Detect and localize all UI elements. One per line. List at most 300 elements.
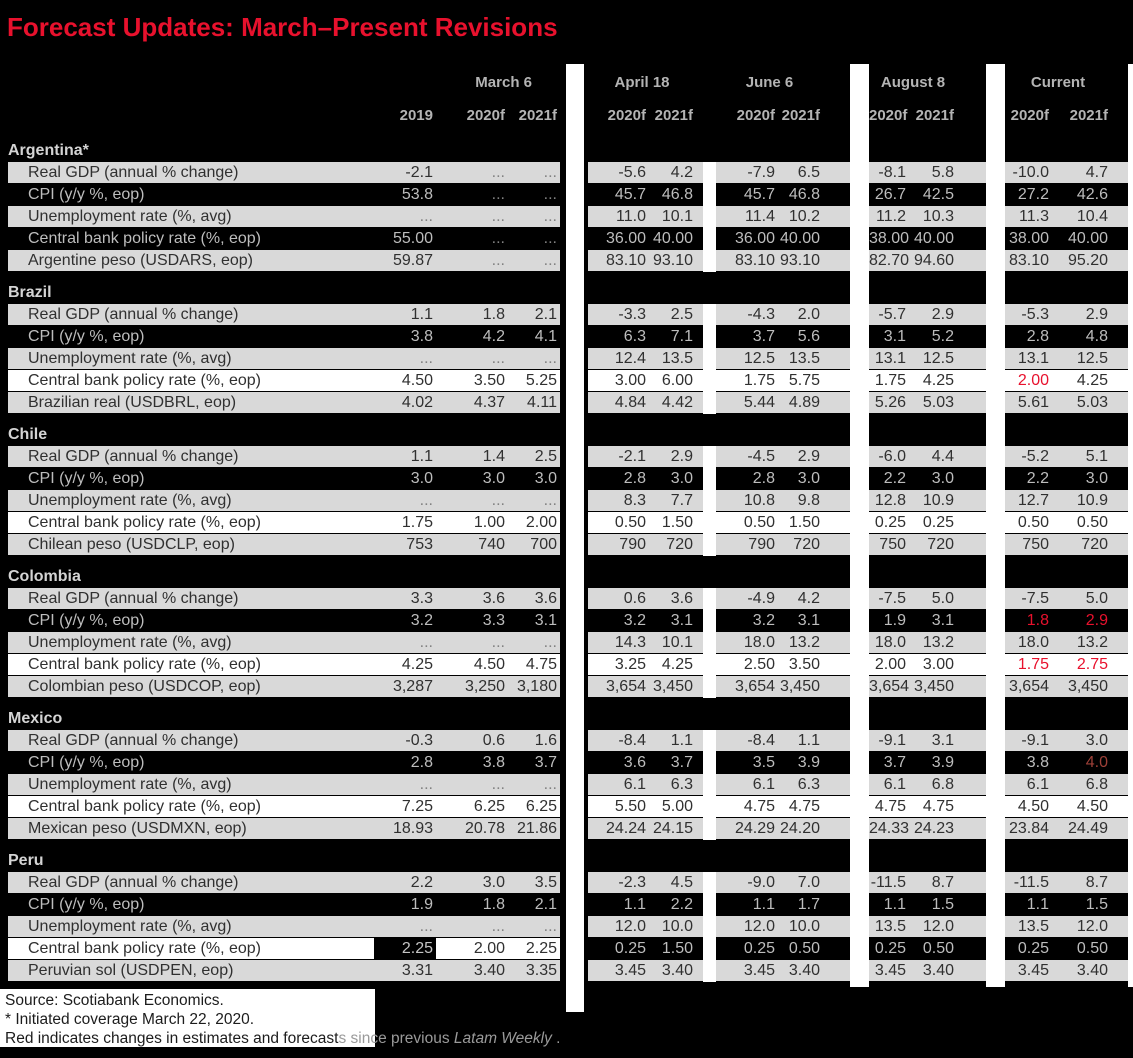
table-row xyxy=(8,872,1128,893)
row-span-august xyxy=(869,490,986,511)
red-legend-note xyxy=(0,1029,1133,1048)
value-cell: 8.7 xyxy=(1085,874,1108,891)
column-gap xyxy=(850,796,869,817)
row-span-april xyxy=(588,250,703,271)
value-cell: ... xyxy=(491,208,505,225)
value-cell: 1.00 xyxy=(473,514,505,531)
value-cell: 3.3 xyxy=(410,590,433,607)
col-header-2021f: 2021f xyxy=(781,107,820,124)
row-span-august xyxy=(869,730,986,751)
column-gap xyxy=(850,730,869,751)
table-row xyxy=(8,818,1128,839)
row-span-june xyxy=(716,818,850,839)
value-cell: 3.45 xyxy=(743,962,775,979)
value-cell: 4.5 xyxy=(670,874,693,891)
row-span-june xyxy=(716,162,850,183)
value-cell: 4.50 xyxy=(401,372,433,389)
col-header-2021f: 2021f xyxy=(915,107,954,124)
value-cell: 10.0 xyxy=(788,918,820,935)
value-cell: 7.7 xyxy=(670,492,693,509)
column-gap xyxy=(703,774,716,795)
table-row xyxy=(8,610,1128,631)
value-cell: 2.9 xyxy=(1085,306,1108,323)
row-span-march xyxy=(8,370,560,391)
column-gap xyxy=(986,468,1005,489)
value-cell: ... xyxy=(491,492,505,509)
column-gap xyxy=(703,304,716,325)
table-row xyxy=(8,752,1128,773)
value-cell: 2.25 xyxy=(374,938,436,959)
table-row xyxy=(8,730,1128,751)
column-separator-bar xyxy=(1128,64,1133,987)
value-cell: 2.2 xyxy=(670,896,693,913)
row-span-current xyxy=(1005,184,1128,205)
column-gap xyxy=(986,392,1005,413)
row-span-june xyxy=(716,676,850,697)
value-cell: 18.93 xyxy=(392,820,433,837)
column-gap xyxy=(850,938,869,959)
col-header-2020f: 2020f xyxy=(1010,107,1049,124)
row-span-march xyxy=(8,796,560,817)
row-span-march xyxy=(8,872,560,893)
column-gap xyxy=(850,370,869,391)
row-span-current xyxy=(1005,676,1128,697)
column-gap xyxy=(986,228,1005,249)
value-cell: 21.86 xyxy=(516,820,557,837)
row-label: Colombian peso (USDCOP, eop) xyxy=(28,678,261,695)
row-span-current xyxy=(1005,228,1128,249)
row-span-current xyxy=(1005,490,1128,511)
value-cell: -11.5 xyxy=(870,874,906,891)
row-span-current xyxy=(1005,916,1128,937)
column-gap xyxy=(986,184,1005,205)
value-cell: 6.3 xyxy=(797,776,820,793)
value-cell: 38.00 xyxy=(869,230,910,247)
row-label: Brazilian real (USDBRL, eop) xyxy=(28,394,237,411)
row-label: Mexican peso (USDMXN, eop) xyxy=(28,820,247,837)
column-gap xyxy=(703,588,716,609)
value-cell: 13.2 xyxy=(788,634,820,651)
value-cell: 5.0 xyxy=(931,590,954,607)
column-gap xyxy=(850,348,869,369)
table-row xyxy=(8,654,1128,675)
value-cell: ... xyxy=(543,918,557,935)
column-gap xyxy=(703,676,716,697)
value-cell: 1.5 xyxy=(1085,896,1108,913)
row-label: Central bank policy rate (%, eop) xyxy=(28,230,261,247)
column-gap xyxy=(703,818,716,839)
value-cell: ... xyxy=(419,918,433,935)
column-gap xyxy=(986,588,1005,609)
value-cell: 3.45 xyxy=(1017,962,1049,979)
value-cell: 4.25 xyxy=(1076,372,1108,389)
column-gap xyxy=(703,796,716,817)
column-gap xyxy=(986,654,1005,675)
value-cell: 4.7 xyxy=(1085,164,1108,181)
column-gap xyxy=(560,512,588,533)
row-label: Peruvian sol (USDPEN, eop) xyxy=(28,962,234,979)
column-gap xyxy=(560,774,588,795)
column-gap xyxy=(703,872,716,893)
value-cell: 3.45 xyxy=(614,962,646,979)
value-cell: 720 xyxy=(927,536,954,553)
row-span-august xyxy=(869,228,986,249)
country-name: Argentina* xyxy=(8,142,89,159)
column-gap xyxy=(850,326,869,347)
row-span-august xyxy=(869,818,986,839)
row-span-august xyxy=(869,938,986,959)
value-cell: 5.50 xyxy=(614,798,646,815)
value-cell: 3.50 xyxy=(788,656,820,673)
row-span-march xyxy=(8,490,560,511)
page-title: Forecast Updates: March–Present Revisions xyxy=(7,12,558,42)
value-cell: 0.25 xyxy=(1017,940,1049,957)
value-cell: 12.0 xyxy=(614,918,646,935)
row-span-current xyxy=(1005,446,1128,467)
value-cell: 4.25 xyxy=(661,656,693,673)
value-cell: 3,654 xyxy=(869,678,910,695)
group-header-august: August 8 xyxy=(880,74,946,91)
row-span-june xyxy=(716,894,850,915)
column-gap xyxy=(703,490,716,511)
value-cell: 4.2 xyxy=(670,164,693,181)
row-span-march xyxy=(8,774,560,795)
column-gap xyxy=(986,752,1005,773)
column-gap xyxy=(850,654,869,675)
column-gap xyxy=(560,73,588,93)
column-gap xyxy=(850,676,869,697)
value-cell: ... xyxy=(491,230,505,247)
value-cell: 2.00 xyxy=(874,656,906,673)
column-gap xyxy=(703,250,716,271)
table-row xyxy=(8,512,1128,533)
value-cell: 3,654 xyxy=(605,678,646,695)
row-span-june xyxy=(716,872,850,893)
value-cell: 4.1 xyxy=(534,328,557,345)
row-span-june xyxy=(716,632,850,653)
value-cell: 1.1 xyxy=(670,732,693,749)
row-span-march xyxy=(8,228,560,249)
row-label: Real GDP (annual % change) xyxy=(28,874,239,891)
value-cell: 4.84 xyxy=(614,394,646,411)
column-gap xyxy=(986,632,1005,653)
row-span-june xyxy=(716,228,850,249)
value-cell: 3.40 xyxy=(661,962,693,979)
row-label: Unemployment rate (%, avg) xyxy=(28,918,232,935)
value-cell: 3.3 xyxy=(482,612,505,629)
value-cell: ... xyxy=(419,776,433,793)
row-span-august xyxy=(869,774,986,795)
table-row xyxy=(8,370,1128,391)
value-cell: 4.2 xyxy=(482,328,505,345)
row-span-june xyxy=(716,184,850,205)
row-span-current xyxy=(1005,654,1128,675)
row-span-current xyxy=(1005,468,1128,489)
row-span-march xyxy=(8,206,560,227)
value-cell: 5.03 xyxy=(922,394,954,411)
value-cell: 4.25 xyxy=(401,656,433,673)
value-cell: 6.5 xyxy=(797,164,820,181)
column-gap xyxy=(850,774,869,795)
value-cell: 5.25 xyxy=(525,372,557,389)
row-span-april xyxy=(588,184,703,205)
row-span-april xyxy=(588,676,703,697)
value-cell: 45.7 xyxy=(614,186,646,203)
row-label: CPI (y/y %, eop) xyxy=(28,612,145,629)
row-span-august xyxy=(869,250,986,271)
table-row xyxy=(8,250,1128,271)
red-legend-outside-box: s since previous xyxy=(338,1030,454,1047)
row-span-current xyxy=(1005,818,1128,839)
row-span-current xyxy=(1005,348,1128,369)
row-span-august xyxy=(869,796,986,817)
row-span-august xyxy=(869,206,986,227)
value-cell: 0.25 xyxy=(614,940,646,957)
column-gap xyxy=(986,490,1005,511)
value-cell: 5.6 xyxy=(797,328,820,345)
value-cell: 7.1 xyxy=(670,328,693,345)
value-cell: ... xyxy=(543,776,557,793)
column-gap xyxy=(560,654,588,675)
row-span-june xyxy=(716,304,850,325)
row-label: Unemployment rate (%, avg) xyxy=(28,634,232,651)
value-cell: 3.6 xyxy=(534,590,557,607)
column-gap xyxy=(986,348,1005,369)
row-span-august xyxy=(869,588,986,609)
value-cell: 3.40 xyxy=(473,962,505,979)
row-span-march xyxy=(8,938,560,959)
value-cell: ... xyxy=(491,186,505,203)
value-cell: 13.1 xyxy=(874,350,906,367)
value-cell: 1.7 xyxy=(797,896,820,913)
row-span-june xyxy=(716,392,850,413)
value-cell: 24.20 xyxy=(779,820,820,837)
table-row xyxy=(8,796,1128,817)
value-cell: 6.1 xyxy=(1026,776,1049,793)
column-gap xyxy=(560,250,588,271)
row-span-march xyxy=(8,162,560,183)
column-gap xyxy=(850,872,869,893)
row-span-current xyxy=(1005,610,1128,631)
value-cell: 3.0 xyxy=(410,470,433,487)
table-row xyxy=(8,632,1128,653)
row-span-march xyxy=(8,654,560,675)
value-cell: 1.1 xyxy=(797,732,820,749)
value-cell: 4.50 xyxy=(1076,798,1108,815)
value-cell: -2.1 xyxy=(405,164,433,181)
value-cell: 10.2 xyxy=(788,208,820,225)
row-span-april xyxy=(588,730,703,751)
column-gap xyxy=(560,348,588,369)
row-span-august xyxy=(869,326,986,347)
column-gap xyxy=(703,468,716,489)
row-label: Central bank policy rate (%, eop) xyxy=(28,514,261,531)
value-cell: 1.8 xyxy=(482,306,505,323)
value-cell: 95.20 xyxy=(1067,252,1108,269)
value-cell: 3.6 xyxy=(482,590,505,607)
value-cell: 10.8 xyxy=(743,492,775,509)
value-cell: 5.2 xyxy=(931,328,954,345)
column-gap xyxy=(703,512,716,533)
row-span-march xyxy=(8,348,560,369)
value-cell: 7.25 xyxy=(401,798,433,815)
column-gap xyxy=(986,206,1005,227)
column-gap xyxy=(560,326,588,347)
column-gap xyxy=(560,446,588,467)
value-cell: -5.6 xyxy=(618,164,646,181)
column-gap xyxy=(703,534,716,555)
value-cell: 59.87 xyxy=(392,252,433,269)
row-label: CPI (y/y %, eop) xyxy=(28,186,145,203)
value-cell: 12.5 xyxy=(1076,350,1108,367)
value-cell: -7.5 xyxy=(1021,590,1049,607)
value-cell: 82.70 xyxy=(869,252,910,269)
column-gap xyxy=(703,73,716,93)
row-span-march xyxy=(8,446,560,467)
value-cell: -4.9 xyxy=(747,590,775,607)
row-span-june xyxy=(716,250,850,271)
row-span-june xyxy=(716,654,850,675)
value-cell: 3.0 xyxy=(482,874,505,891)
row-span-current xyxy=(1005,960,1128,981)
column-gap xyxy=(703,916,716,937)
column-gap xyxy=(703,632,716,653)
value-cell: 11.2 xyxy=(876,208,906,225)
value-cell: 5.44 xyxy=(743,394,775,411)
row-span-march xyxy=(8,752,560,773)
row-span-march xyxy=(8,184,560,205)
value-cell: 3.2 xyxy=(752,612,775,629)
value-cell: 40.00 xyxy=(652,230,693,247)
value-cell: ... xyxy=(419,634,433,651)
value-cell: 3,180 xyxy=(516,678,557,695)
value-cell: 2.25 xyxy=(525,940,557,957)
value-cell: 0.6 xyxy=(482,732,505,749)
column-gap xyxy=(850,916,869,937)
column-gap xyxy=(850,818,869,839)
col-header-2021f: 2021f xyxy=(654,107,693,124)
table-row xyxy=(8,304,1128,325)
row-span-august xyxy=(869,654,986,675)
value-cell: ... xyxy=(491,164,505,181)
table-row xyxy=(8,162,1128,183)
value-cell: 0.50 xyxy=(614,514,646,531)
value-cell: 3.8 xyxy=(410,328,433,345)
column-gap xyxy=(703,730,716,751)
value-cell: 3.0 xyxy=(931,470,954,487)
column-gap xyxy=(986,960,1005,981)
column-gap xyxy=(560,872,588,893)
column-gap xyxy=(986,370,1005,391)
row-span-april xyxy=(588,162,703,183)
value-cell: 3.1 xyxy=(534,612,557,629)
value-cell: 3.7 xyxy=(534,754,557,771)
value-cell: 1.75 xyxy=(743,372,775,389)
row-label: Real GDP (annual % change) xyxy=(28,448,239,465)
column-gap xyxy=(986,162,1005,183)
column-gap xyxy=(986,916,1005,937)
table-row xyxy=(8,894,1128,915)
column-gap xyxy=(560,392,588,413)
column-gap xyxy=(986,676,1005,697)
row-span-april xyxy=(588,206,703,227)
value-cell: 5.03 xyxy=(1076,394,1108,411)
value-cell: 4.0 xyxy=(1085,754,1108,771)
column-gap xyxy=(703,162,716,183)
column-gap xyxy=(703,184,716,205)
value-cell: ... xyxy=(491,634,505,651)
row-span-august xyxy=(869,184,986,205)
row-label: Argentine peso (USDARS, eop) xyxy=(28,252,253,269)
row-span-march xyxy=(8,588,560,609)
column-gap xyxy=(560,534,588,555)
table-row xyxy=(8,774,1128,795)
value-cell: -5.7 xyxy=(878,306,906,323)
value-cell: 5.00 xyxy=(661,798,693,815)
column-gap xyxy=(560,730,588,751)
value-cell: 6.8 xyxy=(931,776,954,793)
value-cell: -5.2 xyxy=(1021,448,1049,465)
value-cell: 3.7 xyxy=(883,754,906,771)
row-span-march xyxy=(8,512,560,533)
column-gap xyxy=(986,610,1005,631)
value-cell: 2.8 xyxy=(1026,328,1049,345)
row-label: Central bank policy rate (%, eop) xyxy=(28,940,261,957)
value-cell: 3.0 xyxy=(1085,470,1108,487)
source-note: Source: Scotiabank Economics. xyxy=(5,992,224,1009)
country-block xyxy=(8,140,1128,271)
table-row xyxy=(8,490,1128,511)
value-cell: -9.0 xyxy=(747,874,775,891)
value-cell: 12.5 xyxy=(922,350,954,367)
row-span-august xyxy=(869,392,986,413)
row-span-march xyxy=(8,392,560,413)
row-span-current xyxy=(1005,632,1128,653)
value-cell: 18.0 xyxy=(874,634,906,651)
value-cell: 6.25 xyxy=(525,798,557,815)
row-span-august xyxy=(869,872,986,893)
value-cell: 3.9 xyxy=(931,754,954,771)
value-cell: 4.02 xyxy=(401,394,433,411)
value-cell: 3.35 xyxy=(525,962,557,979)
row-span-april xyxy=(588,818,703,839)
value-cell: -9.1 xyxy=(1021,732,1049,749)
value-cell: 4.8 xyxy=(1085,328,1108,345)
column-gap xyxy=(850,184,869,205)
row-span-current xyxy=(1005,326,1128,347)
value-cell: 36.00 xyxy=(605,230,646,247)
value-cell: 2.00 xyxy=(525,514,557,531)
row-span-june xyxy=(716,730,850,751)
row-span-june xyxy=(716,774,850,795)
group-header-current: Current xyxy=(1030,74,1086,91)
value-cell: -8.4 xyxy=(747,732,775,749)
value-cell: 3.50 xyxy=(473,372,505,389)
value-cell: 46.8 xyxy=(788,186,820,203)
value-cell: 0.25 xyxy=(743,940,775,957)
value-cell: 42.5 xyxy=(922,186,954,203)
coverage-note: * Initiated coverage March 22, 2020. xyxy=(5,1011,255,1028)
row-label: Real GDP (annual % change) xyxy=(28,590,239,607)
value-cell: 13.5 xyxy=(1017,918,1049,935)
value-cell: 3.00 xyxy=(614,372,646,389)
value-cell: 12.0 xyxy=(922,918,954,935)
column-gap xyxy=(850,512,869,533)
value-cell: 11.3 xyxy=(1019,208,1049,225)
column-gap xyxy=(986,796,1005,817)
value-cell: 1.50 xyxy=(661,514,693,531)
value-cell: 8.3 xyxy=(623,492,646,509)
